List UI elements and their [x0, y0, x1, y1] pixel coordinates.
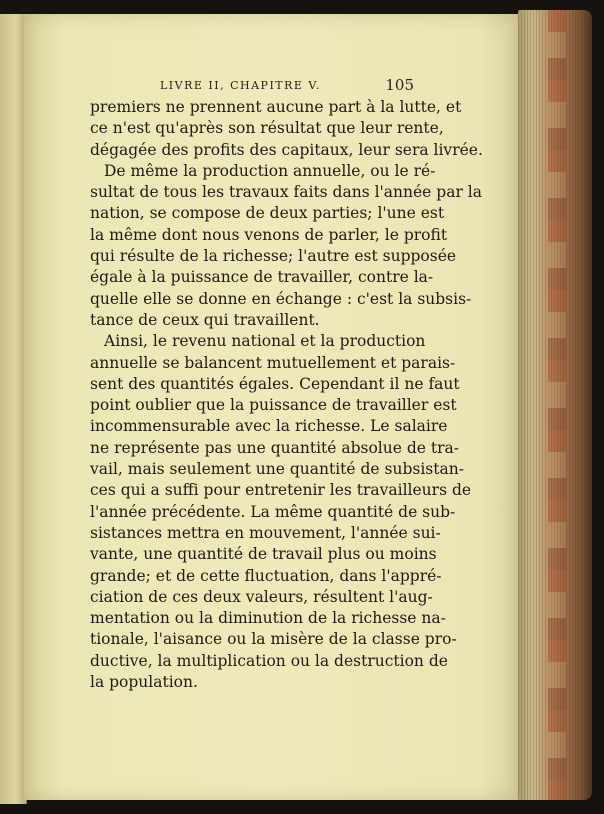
text-line: dégagée des profits des capitaux, leur sera livrée. [90, 140, 483, 159]
text-line: qui résulte de la richesse; l'autre est supposée [90, 247, 457, 266]
running-title: LIVRE II, CHAPITRE V. [160, 79, 321, 92]
text-line: point oublier que la puissance de travailler est [90, 396, 457, 415]
text-line: grande; et de cette fluctuation, dans l'appré- [90, 566, 442, 585]
text-line: incommensurable avec la richesse. Le salaire [90, 417, 448, 436]
text-line: l'année précédente. La même quantité de sub- [90, 502, 456, 521]
text-line: annuelle se balancent mutuellement et parais- [90, 353, 456, 372]
text-line: ces qui a suffi pour entretenir les travailleurs de [90, 481, 472, 500]
text-line: la population. [90, 673, 198, 692]
text-line: premiers ne prennent aucune part à la lutte, et [90, 98, 462, 116]
running-header [160, 76, 414, 94]
text-line: quelle elle se donne en échange : c'est la subsis- [90, 289, 472, 308]
text-line: Ainsi, le revenu national et la production [104, 332, 426, 351]
text-line: ce n'est qu'après son résultat que leur rente, [90, 119, 444, 138]
text-line: sistances mettra en mouvement, l'année sui- [90, 523, 441, 542]
text-line: ciation de ces deux valeurs, résultent l'aug- [90, 587, 433, 606]
text-line: De même la production annuelle, ou le ré- [104, 161, 436, 180]
text-line: sent des quantités égales. Cependant il ne faut [90, 374, 460, 393]
body-text [90, 97, 483, 693]
text-line: nation, se compose de deux parties; l'une est [90, 204, 445, 223]
book-fore-edge [518, 10, 592, 800]
text-line: ne représente pas une quantité absolue de tra- [90, 438, 459, 457]
text-line: vante, une quantité de travail plus ou moins [90, 545, 437, 564]
text-line: tionale, l'aisance ou la misère de la classe pro- [90, 630, 457, 649]
text-line: ductive, la multiplication ou la destruction de [90, 651, 448, 670]
text-line: tance de ceux qui travaillent. [90, 310, 320, 329]
page-number: 105 [385, 76, 414, 94]
text-line: mentation ou la diminution de la richesse na- [90, 609, 446, 628]
text-line: la même dont nous venons de parler, le profit [90, 225, 448, 244]
text-line: égale à la puissance de travailler, contre la- [90, 268, 434, 287]
text-line: vail, mais seulement une quantité de subsistan- [90, 460, 464, 479]
facing-page-edge [0, 14, 27, 804]
text-line: sultat de tous les travaux faits dans l'année par la [90, 183, 482, 202]
